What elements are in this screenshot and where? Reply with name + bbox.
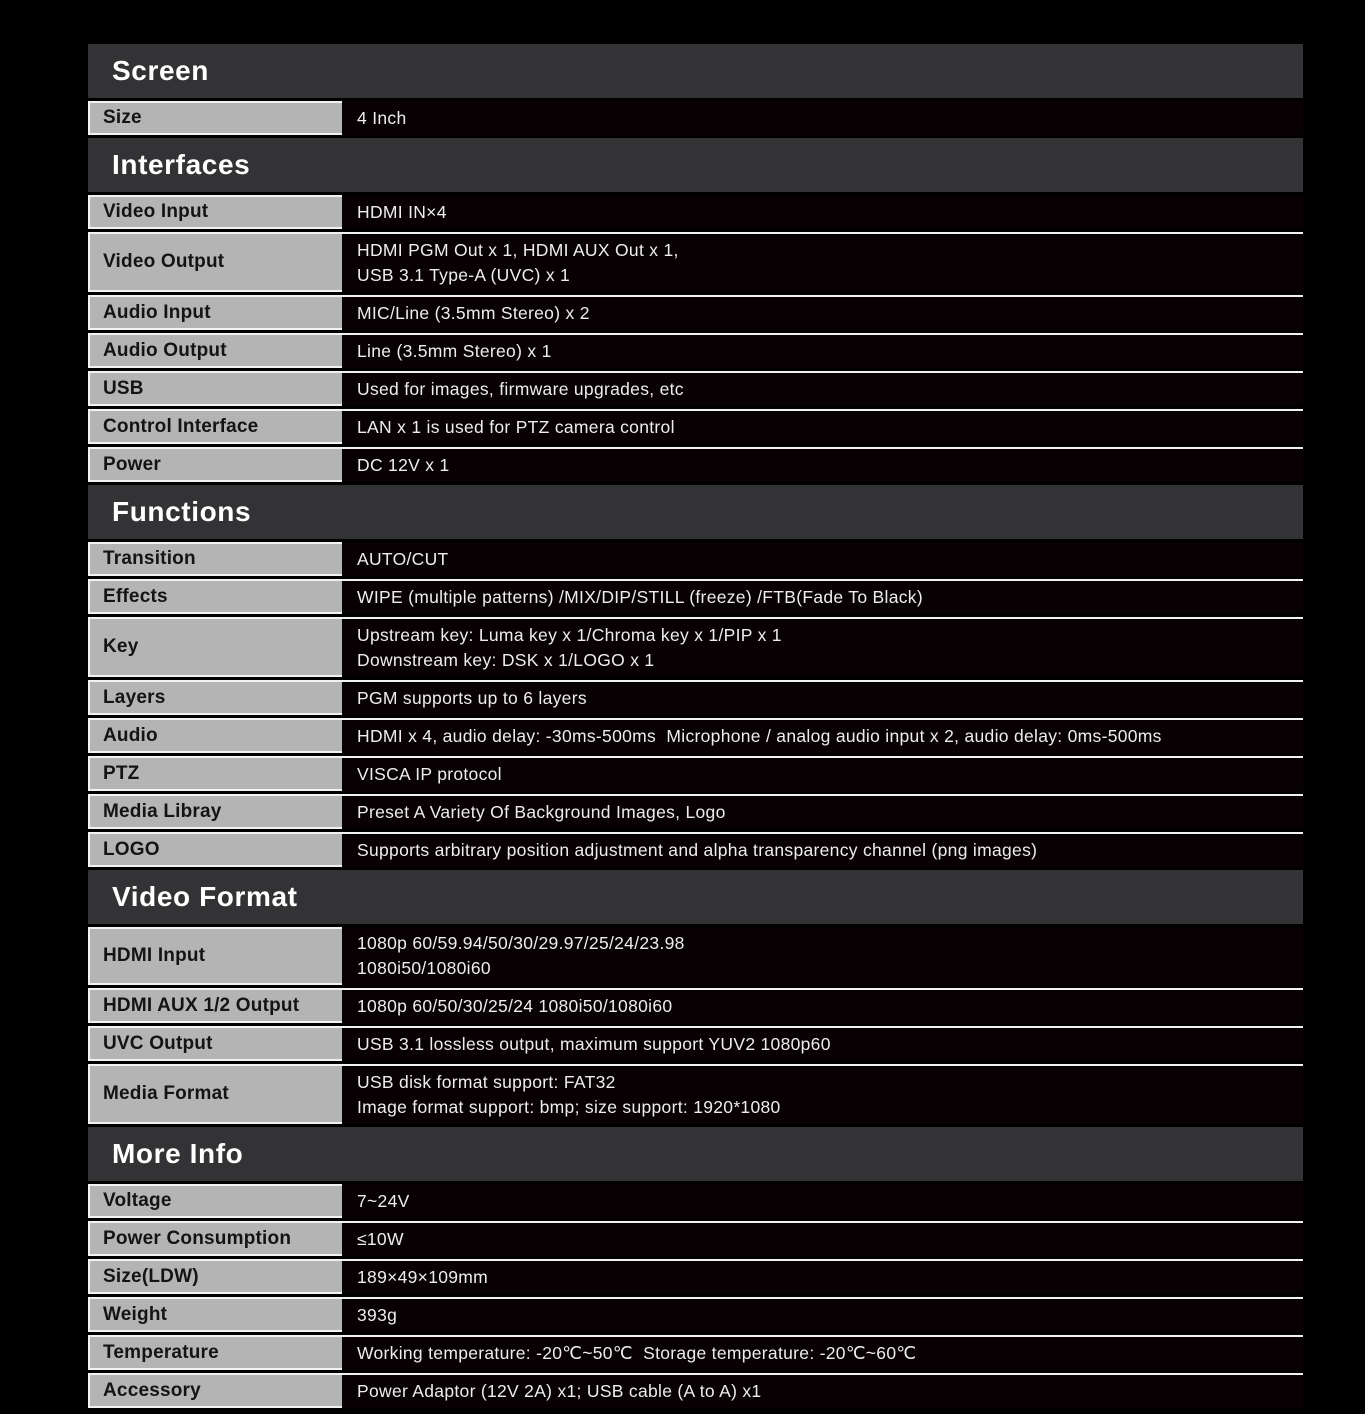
- spec-row: [88, 1064, 1303, 1124]
- spec-label-cell: [88, 1335, 342, 1370]
- spec-label-cell: [88, 1373, 342, 1408]
- spec-label: USB: [103, 377, 144, 399]
- spec-label-cell: [88, 1297, 342, 1332]
- spec-row: [88, 232, 1303, 292]
- section-rows: [88, 1184, 1303, 1408]
- spec-value-line: 189×49×109mm: [357, 1267, 489, 1287]
- spec-section: [88, 870, 1303, 1124]
- section-title: Screen: [112, 55, 209, 86]
- section-rows: [88, 101, 1303, 135]
- spec-label-cell: [88, 832, 342, 867]
- spec-value-line: HDMI x 4, audio delay: -30ms-500ms Microphone / analog audio input x 2, audio delay: 0ms-500ms: [357, 726, 1162, 746]
- spec-label: Accessory: [103, 1379, 201, 1401]
- spec-value-line: 393g: [357, 1305, 398, 1325]
- spec-section: [88, 44, 1303, 135]
- spec-value-cell: [342, 447, 1303, 482]
- spec-value-line: ≤10W: [357, 1229, 404, 1249]
- section-title: Interfaces: [112, 149, 251, 180]
- spec-value-line: HDMI IN×4: [357, 201, 447, 222]
- spec-label: Control Interface: [103, 415, 259, 437]
- section-title: Video Format: [112, 881, 298, 912]
- spec-value-line: USB disk format support: FAT32: [357, 1072, 616, 1092]
- spec-label-cell: [88, 333, 342, 368]
- spec-label: Media Libray: [103, 800, 222, 822]
- spec-label-cell: [88, 617, 342, 677]
- section-header: [88, 44, 1303, 98]
- spec-label: Transition: [103, 548, 196, 569]
- spec-label-cell: [88, 295, 342, 330]
- spec-row: [88, 333, 1303, 368]
- spec-label: UVC Output: [103, 1032, 213, 1054]
- section-header: [88, 870, 1303, 924]
- spec-value-cell: [342, 409, 1303, 444]
- spec-label-cell: [88, 371, 342, 406]
- spec-value-line: Line (3.5mm Stereo) x 1: [357, 341, 552, 361]
- spec-value-line: 1080p 60/59.94/50/30/29.97/25/24/23.98: [357, 933, 685, 953]
- spec-label: Media Format: [103, 1083, 229, 1104]
- spec-value-cell: [342, 1221, 1303, 1256]
- spec-row: [88, 927, 1303, 985]
- spec-section: [88, 485, 1303, 867]
- spec-value-line: Downstream key: DSK x 1/LOGO x 1: [357, 650, 655, 670]
- spec-label-cell: [88, 794, 342, 829]
- section-header: [88, 138, 1303, 192]
- spec-value-line: DC 12V x 1: [357, 455, 450, 475]
- spec-value-cell: [342, 1373, 1303, 1408]
- spec-value-line: Upstream key: Luma key x 1/Chroma key x 1/PIP x 1: [357, 625, 782, 645]
- spec-value-line: USB 3.1 lossless output, maximum support YUV2 1080p60: [357, 1034, 831, 1054]
- spec-value-cell: [342, 794, 1303, 829]
- spec-row: [88, 447, 1303, 482]
- spec-value-line: AUTO/CUT: [357, 548, 449, 569]
- spec-value-line: USB 3.1 Type-A (UVC) x 1: [357, 265, 571, 285]
- spec-label: Video Input: [103, 201, 209, 222]
- spec-label-cell: [88, 988, 342, 1023]
- spec-label-cell: [88, 409, 342, 444]
- section-rows: [88, 542, 1303, 867]
- spec-label: Power Consumption: [103, 1227, 292, 1249]
- spec-row: [88, 1259, 1303, 1294]
- spec-label: PTZ: [103, 762, 140, 784]
- spec-value-line: 4 Inch: [357, 107, 407, 128]
- spec-value-cell: [342, 195, 1303, 229]
- spec-value-line: PGM supports up to 6 layers: [357, 688, 587, 708]
- spec-row: [88, 542, 1303, 576]
- spec-section: [88, 1127, 1303, 1408]
- spec-value-cell: [342, 718, 1303, 753]
- spec-label-cell: [88, 927, 342, 985]
- spec-value-cell: [342, 232, 1303, 292]
- section-header: [88, 485, 1303, 539]
- spec-label-cell: [88, 579, 342, 614]
- spec-label: Weight: [103, 1303, 168, 1325]
- spec-row: [88, 1373, 1303, 1408]
- spec-label-cell: [88, 1184, 342, 1218]
- spec-value-line: WIPE (multiple patterns) /MIX/DIP/STILL (freeze) /FTB(Fade To Black): [357, 587, 923, 607]
- spec-value-cell: [342, 1335, 1303, 1370]
- spec-row: [88, 794, 1303, 829]
- spec-row: [88, 988, 1303, 1023]
- spec-label-cell: [88, 1221, 342, 1256]
- spec-value-line: Working temperature: -20℃~50℃ Storage temperature: -20℃~60℃: [357, 1343, 917, 1363]
- spec-value-line: HDMI PGM Out x 1, HDMI AUX Out x 1,: [357, 240, 679, 260]
- spec-row: [88, 718, 1303, 753]
- spec-value-cell: [342, 756, 1303, 791]
- spec-label: Audio Input: [103, 301, 211, 323]
- spec-row: [88, 1184, 1303, 1218]
- spec-label: LOGO: [103, 838, 160, 860]
- spec-value-cell: [342, 101, 1303, 135]
- spec-label: Power: [103, 453, 162, 475]
- spec-label: HDMI AUX 1/2 Output: [103, 994, 300, 1016]
- spec-value-cell: [342, 1297, 1303, 1332]
- spec-label-cell: [88, 232, 342, 292]
- spec-value-cell: [342, 579, 1303, 614]
- spec-row: [88, 617, 1303, 677]
- spec-label-cell: [88, 1064, 342, 1124]
- spec-label: Layers: [103, 686, 166, 708]
- spec-row: [88, 101, 1303, 135]
- section-header: [88, 1127, 1303, 1181]
- spec-row: [88, 371, 1303, 406]
- spec-label: Size(LDW): [103, 1265, 199, 1287]
- spec-value-line: 1080i50/1080i60: [357, 958, 491, 978]
- spec-row: [88, 1221, 1303, 1256]
- spec-label-cell: [88, 718, 342, 753]
- spec-value-cell: [342, 1184, 1303, 1218]
- spec-row: [88, 1335, 1303, 1370]
- spec-row: [88, 295, 1303, 330]
- spec-label-cell: [88, 680, 342, 715]
- spec-value-line: VISCA IP protocol: [357, 764, 502, 784]
- spec-value-cell: [342, 617, 1303, 677]
- spec-value-cell: [342, 333, 1303, 368]
- spec-value-cell: [342, 927, 1303, 985]
- spec-label: Audio: [103, 724, 158, 746]
- spec-label: Size: [103, 107, 142, 128]
- spec-label-cell: [88, 101, 342, 135]
- section-rows: [88, 927, 1303, 1124]
- spec-row: [88, 409, 1303, 444]
- spec-label: Audio Output: [103, 339, 227, 361]
- spec-value-line: 7~24V: [357, 1190, 410, 1211]
- spec-label-cell: [88, 1259, 342, 1294]
- spec-row: [88, 579, 1303, 614]
- spec-label: Voltage: [103, 1190, 172, 1211]
- spec-row: [88, 1026, 1303, 1061]
- spec-label: HDMI Input: [103, 945, 206, 966]
- spec-value-line: Supports arbitrary position adjustment and alpha transparency channel (png images): [357, 840, 1038, 860]
- spec-value-line: Power Adaptor (12V 2A) x1; USB cable (A to A) x1: [357, 1381, 762, 1401]
- spec-label-cell: [88, 1026, 342, 1061]
- section-title: More Info: [112, 1138, 244, 1169]
- spec-label: Video Output: [103, 251, 225, 272]
- spec-value-cell: [342, 295, 1303, 330]
- spec-row: [88, 195, 1303, 229]
- spec-value-cell: [342, 542, 1303, 576]
- spec-section: [88, 138, 1303, 482]
- section-title: Functions: [112, 496, 252, 527]
- spec-value-cell: [342, 1064, 1303, 1124]
- spec-value-line: Used for images, firmware upgrades, etc: [357, 379, 684, 399]
- spec-label: Temperature: [103, 1341, 219, 1363]
- spec-value-cell: [342, 988, 1303, 1023]
- spec-value-cell: [342, 832, 1303, 867]
- spec-value-line: MIC/Line (3.5mm Stereo) x 2: [357, 303, 590, 323]
- section-rows: [88, 195, 1303, 482]
- spec-label: Effects: [103, 585, 168, 607]
- spec-label: Key: [103, 636, 139, 657]
- spec-value-cell: [342, 1259, 1303, 1294]
- spec-value-cell: [342, 680, 1303, 715]
- spec-row: [88, 832, 1303, 867]
- spec-value-line: LAN x 1 is used for PTZ camera control: [357, 417, 675, 437]
- spec-row: [88, 1297, 1303, 1332]
- spec-label-cell: [88, 195, 342, 229]
- spec-row: [88, 680, 1303, 715]
- spec-label-cell: [88, 447, 342, 482]
- spec-value-line: Image format support: bmp; size support: 1920*1080: [357, 1097, 781, 1117]
- spec-label-cell: [88, 756, 342, 791]
- spec-value-line: 1080p 60/50/30/25/24 1080i50/1080i60: [357, 996, 673, 1016]
- spec-value-line: Preset A Variety Of Background Images, Logo: [357, 802, 726, 822]
- spec-row: [88, 756, 1303, 791]
- spec-value-cell: [342, 1026, 1303, 1061]
- spec-label-cell: [88, 542, 342, 576]
- spec-value-cell: [342, 371, 1303, 406]
- spec-table: [88, 44, 1303, 1408]
